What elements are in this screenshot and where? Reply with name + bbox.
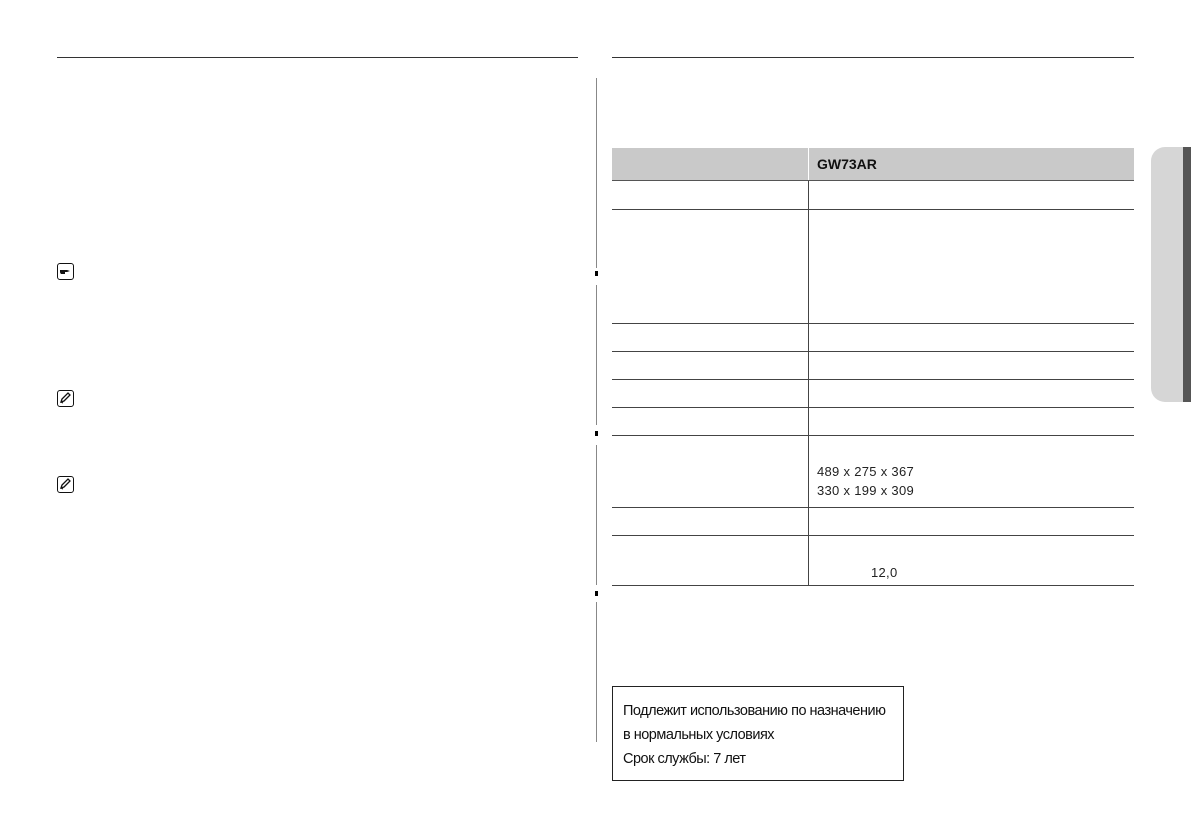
table-row [612,508,1134,536]
page-divider-segment [596,445,597,585]
table-row [612,380,1134,408]
table-row [612,210,1134,324]
page-divider-segment [596,602,597,742]
note-pencil-icon [57,390,74,407]
section-side-tab [1151,147,1191,402]
top-rule-right [612,57,1134,58]
notice-line-service-life: Срок службы: 7 лет [623,751,746,767]
page-divider-segment [596,78,597,268]
note-pencil-icon [57,476,74,493]
table-row [612,408,1134,436]
service-life-notice [612,686,904,781]
pointing-hand-icon [57,263,74,280]
table-row [612,352,1134,380]
page-divider-mark [595,591,598,596]
page-divider-segment [596,285,597,425]
page-divider-mark [595,431,598,436]
notice-line-usage: Подлежит использованию по назначению [623,703,886,719]
notice-line-conditions: в нормальных условиях [623,727,775,743]
table-row-weight [612,536,1134,586]
header-label-cell [612,148,809,180]
table-row-dimensions [612,436,1134,508]
table-row [612,324,1134,352]
weight-value: 12,0 [871,565,898,580]
model-name: GW73AR [817,156,877,172]
table-row [612,181,1134,210]
specification-table [612,148,1134,586]
outer-dimensions-value: 489 x 275 x 367 [817,464,915,479]
cavity-dimensions-value: 330 x 199 x 309 [817,483,915,498]
page-divider-mark [595,271,598,276]
top-rule-left [57,57,578,58]
table-header-row [612,148,1134,181]
